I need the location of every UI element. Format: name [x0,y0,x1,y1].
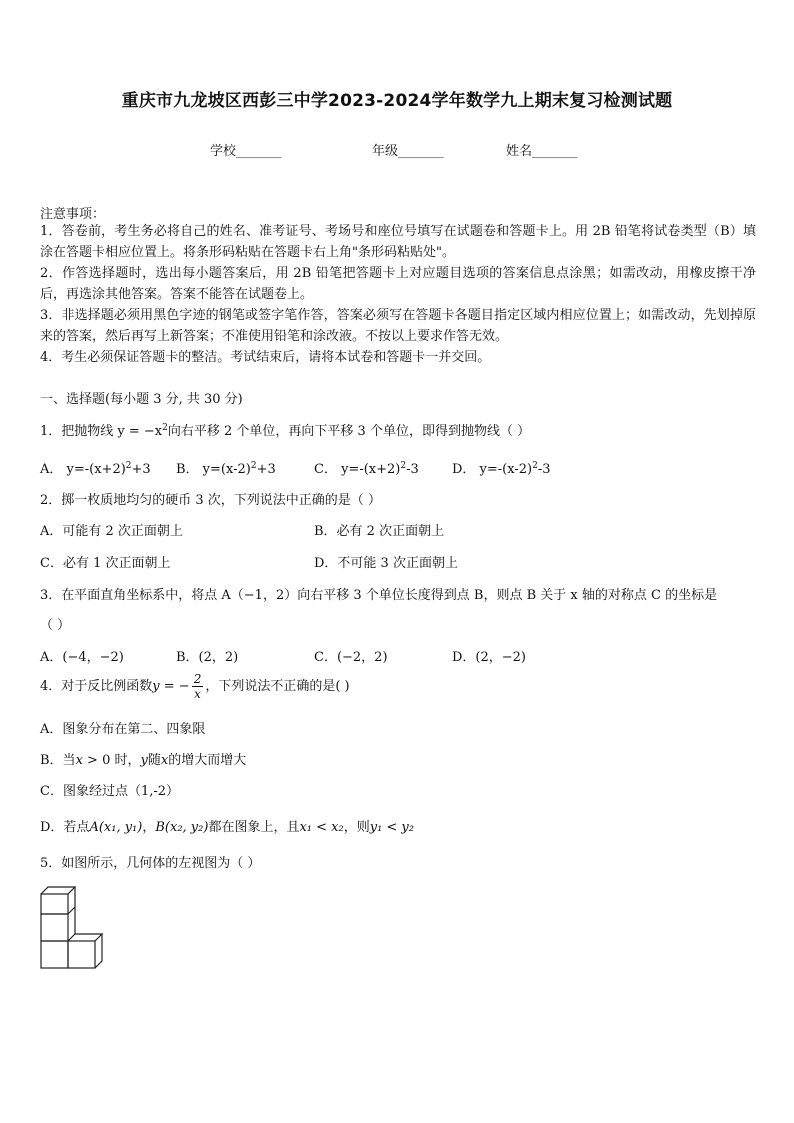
q1-stem-post: 向右平移 2 个单位，再向下平移 3 个单位，即得到抛物线（ ） [167,424,531,439]
q1-option-b-exp: 2 [250,461,257,471]
q2-option-c: C．必有 1 次正面朝上 [40,556,171,571]
q4-optd-p1: D．若点 [40,820,90,835]
name-blank: _______ [532,144,578,159]
q4-fraction [192,672,204,701]
q1-option-b-tail: +3 [256,462,276,477]
q4-option-c: C．图象经过点（1,-2） [40,784,180,799]
cube-middle-left-front [41,914,68,941]
q4-optb-cond: > 0 时， [82,753,141,768]
q4-optb-p2: 随 [147,753,161,768]
q1-option-d-tail: -3 [537,462,551,477]
q4-optd-point-b: B [155,820,165,835]
q3-option-a: A．(−4，−2) [40,650,124,665]
name-field [506,140,578,159]
q1-option-b [176,458,276,477]
cube-bottom-left-front [41,941,68,968]
q1-stem-pre: 1．把抛物线 y = −x [40,424,163,439]
question-4 [40,672,350,701]
q1-option-a-tail: +3 [131,462,151,477]
q3-paren: （ ） [40,618,71,633]
q1-option-c-base: C． y=-(x+2) [314,462,401,477]
question-1 [40,420,530,439]
cube-top-face [41,887,75,894]
grade-label: 年级 [372,144,399,159]
cube-stack-figure [38,884,108,974]
q4-optb-x2: x [160,753,169,768]
page-title: 重庆市九龙坡区西彭三中学2023-2024学年数学九上期末复习检测试题 [121,91,673,111]
q4-optd-p2: 都在图象上，且 [208,820,300,835]
q4-optd-sep: ， [142,820,156,835]
q4-func-lhs: y = − [152,679,190,694]
q2-option-b: B．必有 2 次正面朝上 [314,524,445,539]
q1-option-c [314,458,419,477]
note-item-3: 3．非选择题必须用黑色字迹的钢笔或签字笔作答，答案必须写在答题卡各题目指定区域内相应位置上；如需改动，先划掉原来的答案，然后再写上新答案；不准使用铅笔和涂改液。不按以上要求作答无效。 [40,308,756,344]
q1-option-b-base: B． y=(x-2) [176,462,251,477]
q4-optd-coords-a: (x₁, y₁) [98,820,143,835]
q4-optd-p3: ，则 [343,820,370,835]
cube-right-side-face [95,934,102,968]
q3-option-b: B．(2，2) [176,650,239,665]
q4-stem-pre: 4．对于反比例函数 [40,679,153,694]
school-blank: _______ [236,144,282,159]
q4-stem-post: ，下列说法不正确的是( ) [205,679,350,694]
q4-optd-ineq1: x₁ < x₂ [299,820,344,835]
question-2: 2．掷一枚质地均匀的硬币 3 次，下列说法中正确的是（ ） [40,493,381,508]
q4-optb-p3: 的增大而增大 [168,753,247,768]
note-item-1: 1．答卷前，考生务必将自己的姓名、准考证号、考场号和座位号填写在试题卷和答题卡上。用 2B 铅笔将试卷类型（B）填涂在答题卡相应位置上。将条形码粘贴在答题卡右上角"条形码粘贴处"。 [40,224,756,260]
section-heading: 一、选择题(每小题 3 分, 共 30 分) [40,392,243,407]
notes-heading: 注意事项： [40,207,106,222]
q1-option-d-exp: 2 [532,461,538,471]
q4-optd-point-a: A [89,820,99,835]
q1-option-d-base: D． y=-(x-2) [452,462,533,477]
cube-bottom-right-front [68,941,95,968]
q3-option-d: D．(2，−2) [452,650,527,665]
q1-option-a [40,458,151,477]
q4-optd-ineq2: y₁ < y₂ [369,820,414,835]
cube-top-left-front [41,894,68,914]
q4-frac-num: 2 [193,672,202,686]
q1-exponent: 2 [162,423,168,433]
name-label: 姓名 [506,144,533,159]
note-item-4: 4．考生必须保证答题卡的整洁。考试结束后，请将本试卷和答题卡一并交回。 [40,350,491,365]
question-5: 5．如图所示，几何体的左视图为（ ） [40,856,261,871]
q4-option-b [40,749,246,768]
q2-option-a: A．可能有 2 次正面朝上 [40,524,183,539]
q1-option-c-exp: 2 [400,461,407,471]
left-column-side-mid [68,907,75,914]
q4-option-a: A．图象分布在第二、四象限 [40,722,206,737]
q1-option-c-tail: -3 [406,462,419,477]
q3-option-c: C．(−2，2) [314,650,388,665]
q4-optd-coords-b: (x₂, y₂) [164,820,209,835]
q1-option-a-exp: 2 [125,461,132,471]
q1-option-d [452,458,551,477]
grade-blank: _______ [398,144,444,159]
q4-optb-p1: B．当 [40,753,76,768]
school-field [210,140,282,159]
q4-optb-y: y [140,753,148,768]
grade-field [372,140,444,159]
q2-option-d: D．不可能 3 次正面朝上 [314,556,458,571]
school-label: 学校 [210,144,237,159]
question-3: 3．在平面直角坐标系中，将点 A（−1，2）向右平移 3 个单位长度得到点 B，则点 B 关于 x 轴的对称点 C 的坐标是 [40,588,718,603]
note-item-2: 2．作答选择题时，选出每小题答案后，用 2B 铅笔把答题卡上对应题目选项的答案信息点涂黑；如需改动，用橡皮擦干净后，再选涂其他答案。答案不能答在试题卷上。 [40,266,756,302]
cube-right-top-face [68,934,102,941]
q4-optb-x: x [75,753,83,768]
q1-option-a-base: A． y=-(x+2) [40,462,126,477]
q4-frac-den: x [194,687,201,701]
q4-option-d [40,816,414,835]
